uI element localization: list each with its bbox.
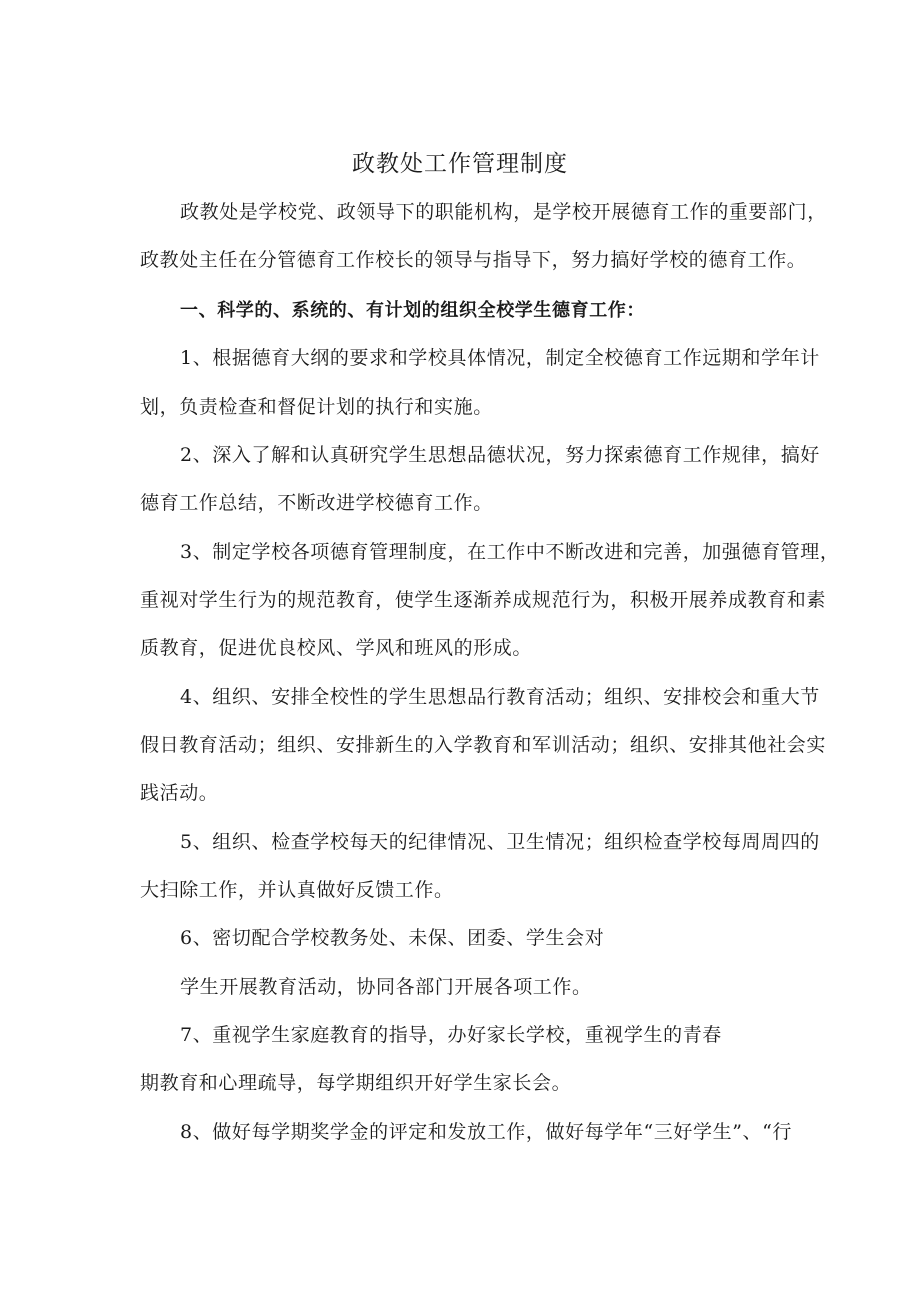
document-title: 政教处工作管理制度 xyxy=(352,151,568,177)
paragraph-line: 5、组织、检查学校每天的纪律情况、卫生情况；组织检查学校每周周四的 xyxy=(180,831,820,853)
paragraph-line: 重视对学生行为的规范教育，使学生逐渐养成规范行为，积极开展养成教育和素 xyxy=(140,589,827,611)
paragraph-line: 2、深入了解和认真研究学生思想品德状况，努力探索德育工作规律，搞好 xyxy=(180,444,820,466)
paragraph-line: 4、组织、安排全校性的学生思想品行教育活动；组织、安排校会和重大节 xyxy=(180,686,820,708)
paragraph-line: 划，负责检查和督促计划的执行和实施。 xyxy=(140,396,493,418)
paragraph-line: 3、制定学校各项德育管理制度，在工作中不断改进和完善，加强德育管理， xyxy=(180,541,840,563)
paragraph-line: 学生开展教育活动，协同各部门开展各项工作。 xyxy=(180,976,592,998)
paragraph-line: 政教处是学校党、政领导下的职能机构，是学校开展德育工作的重要部门， xyxy=(180,201,827,223)
paragraph-line: 德育工作总结，不断改进学校德育工作。 xyxy=(140,492,493,514)
paragraph-line: 质教育，促进优良校风、学风和班风的形成。 xyxy=(140,637,533,659)
paragraph-line: 8、做好每学期奖学金的评定和发放工作，做好每学年“三好学生”、“行 xyxy=(180,1121,793,1143)
paragraph-line: 践活动。 xyxy=(140,782,219,804)
section-heading: 一、科学的、系统的、有计划的组织全校学生德育工作： xyxy=(180,300,645,321)
paragraph-line: 6、密切配合学校教务处、未保、团委、学生会对 xyxy=(180,927,605,949)
paragraph-line: 政教处主任在分管德育工作校长的领导与指导下，努力搞好学校的德育工作。 xyxy=(140,249,807,271)
paragraph-line: 假日教育活动；组织、安排新生的入学教育和军训活动；组织、安排其他社会实 xyxy=(140,734,827,756)
paragraph-line: 1、根据德育大纲的要求和学校具体情况，制定全校德育工作远期和学年计 xyxy=(180,347,820,369)
paragraph-line: 7、重视学生家庭教育的指导，办好家长学校，重视学生的青春 xyxy=(180,1024,722,1046)
paragraph-line: 大扫除工作，并认真做好反馈工作。 xyxy=(140,879,454,901)
paragraph-line: 期教育和心理疏导，每学期组织开好学生家长会。 xyxy=(140,1072,572,1094)
